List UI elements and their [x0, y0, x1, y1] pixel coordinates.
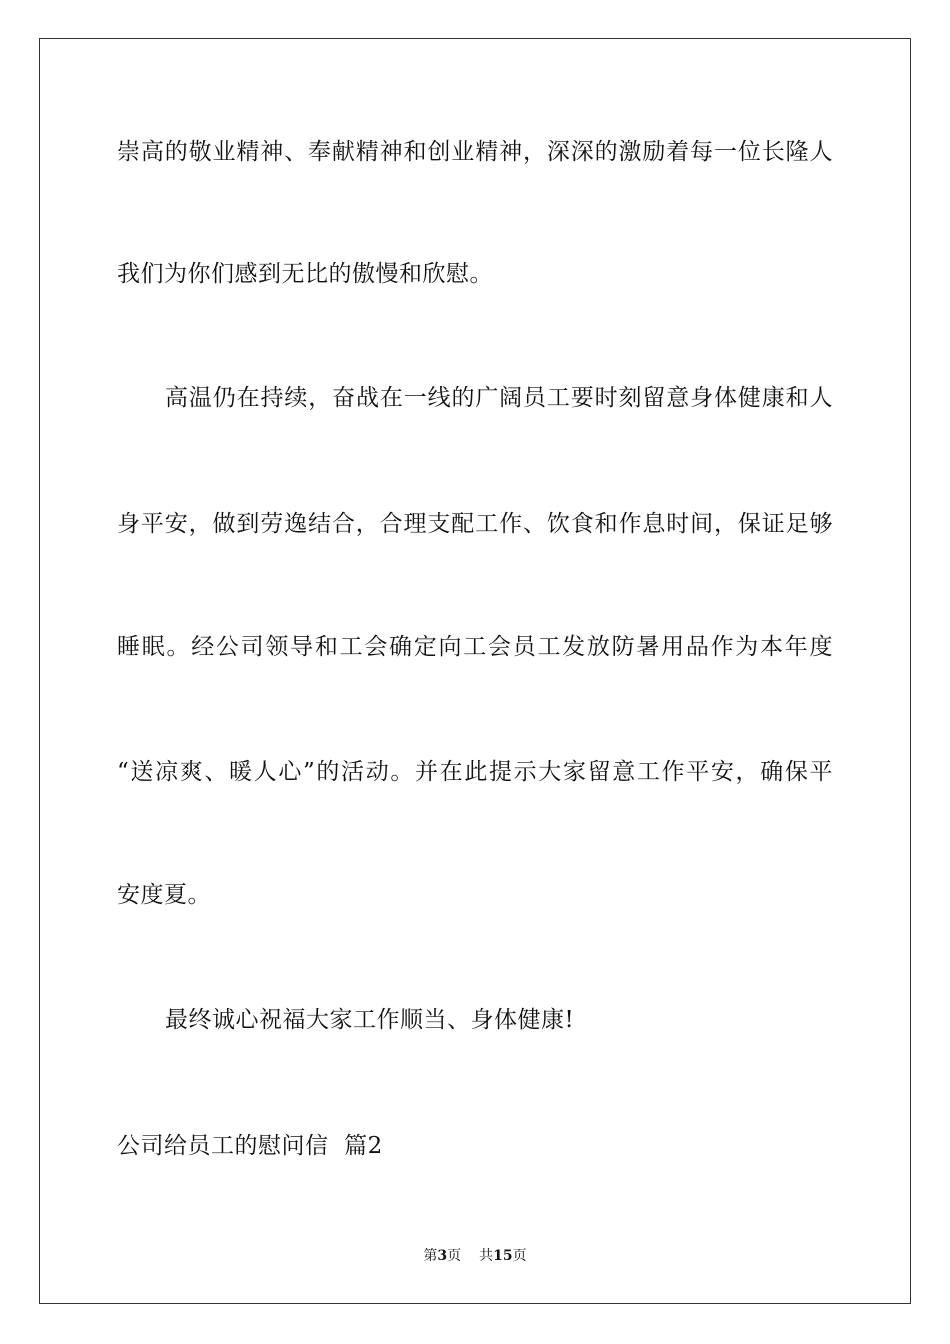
footer-total-unit: 页: [512, 1248, 527, 1264]
page-footer: [0, 1246, 950, 1266]
body-line-4: 身平安，做到劳逸结合，合理支配工作、饮食和作息时间，保证足够: [117, 511, 833, 537]
body-line-3: 高温仍在持续，奋战在一线的广阔员工要时刻留意身体健康和人: [165, 385, 833, 411]
body-line-5: 睡眠。经公司领导和工会确定向工会员工发放防暑用品作为本年度: [117, 634, 833, 660]
footer-page-prefix: 第: [423, 1248, 438, 1264]
body-line-7: 安度夏。: [117, 882, 211, 908]
body-line-1: 崇高的敬业精神、奉献精神和创业精神，深深的激励着每一位长隆人: [117, 139, 833, 165]
footer-page-total: 15: [493, 1248, 513, 1264]
section-heading: 公司给员工的慰问信 篇2: [117, 1133, 383, 1159]
page-frame: [39, 38, 911, 1304]
footer-total-prefix: 共: [479, 1248, 494, 1264]
footer-page-unit: 页: [447, 1248, 462, 1264]
closing-wish: 最终诚心祝福大家工作顺当、身体健康!: [165, 1007, 575, 1033]
footer-page-current: 3: [437, 1248, 448, 1264]
body-line-2: 我们为你们感到无比的傲慢和欣慰。: [117, 261, 493, 287]
body-line-6: “送凉爽、暖人心”的活动。并在此提示大家留意工作平安，确保平: [117, 759, 833, 785]
